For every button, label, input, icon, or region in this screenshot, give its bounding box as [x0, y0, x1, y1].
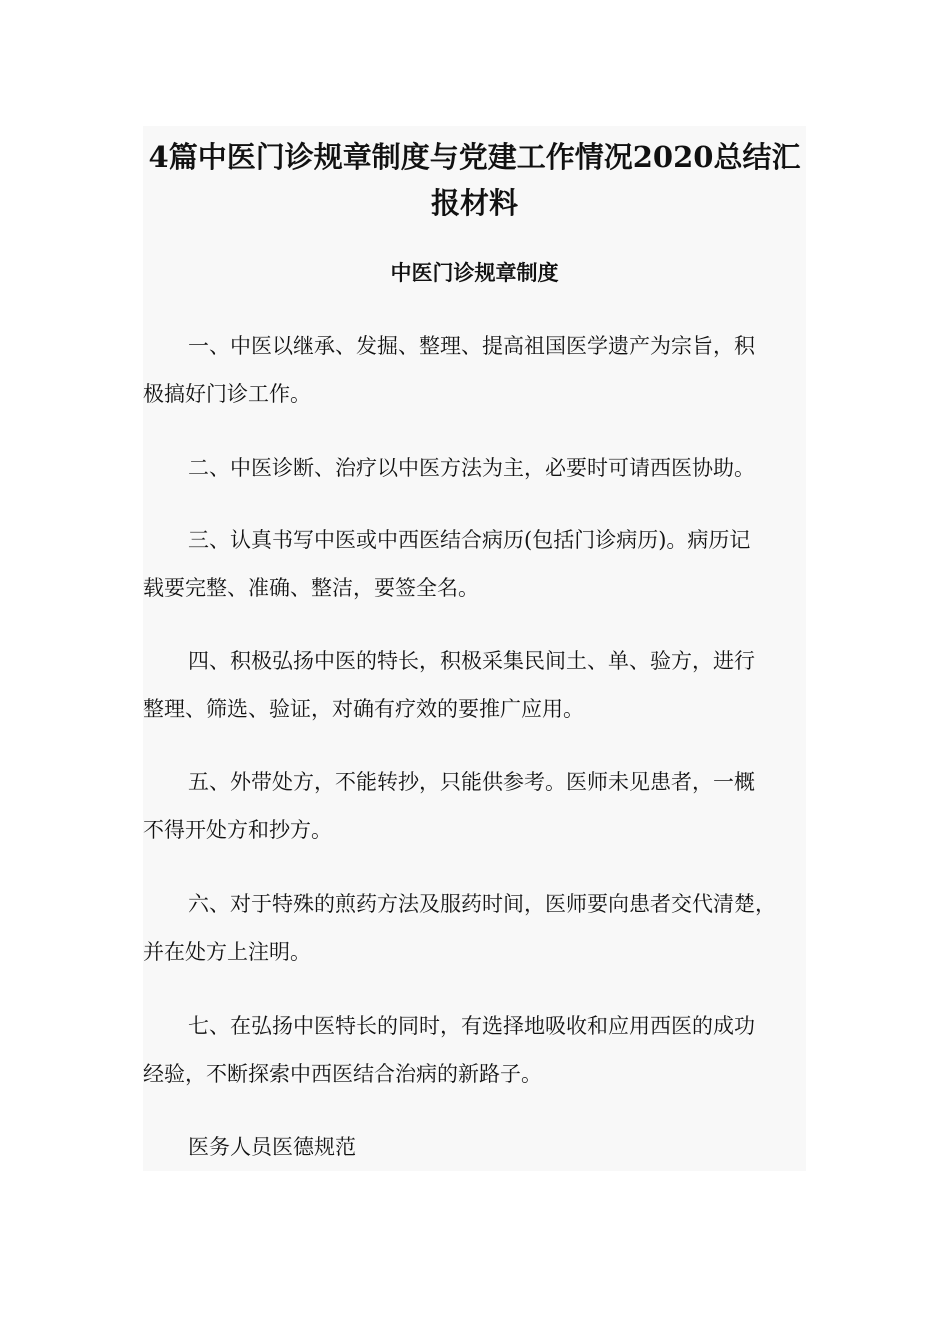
paragraph-line: 医务人员医德规范: [188, 1135, 356, 1159]
paragraph-7: [143, 1002, 806, 1098]
paragraph-line: 整理、筛选、验证，对确有疗效的要推广应用。: [143, 697, 584, 721]
paragraph-line: 并在处方上注明。: [143, 940, 311, 964]
paragraph-line: 经验，不断探索中西医结合治病的新路子。: [143, 1062, 542, 1086]
paragraph-line: 不得开处方和抄方。: [143, 818, 332, 842]
paragraph-2: [143, 444, 806, 492]
paragraph-5: [143, 758, 806, 854]
document-page: [143, 126, 806, 1171]
paragraph-3: [143, 516, 806, 612]
paragraph-6: [143, 880, 806, 976]
document-title: [143, 134, 806, 226]
paragraph-4: [143, 637, 806, 733]
paragraph-line: 载要完整、准确、整洁，要签全名。: [143, 576, 479, 600]
paragraph-line: 五、外带处方，不能转抄，只能供参考。医师未见患者，一概: [188, 770, 755, 794]
paragraph-line: 六、对于特殊的煎药方法及服药时间，医师要向患者交代清楚，: [188, 892, 776, 916]
paragraph-line: 四、积极弘扬中医的特长，积极采集民间土、单、验方，进行: [188, 649, 755, 673]
paragraph-line: 极搞好门诊工作。: [143, 382, 311, 406]
paragraph-line: 一、中医以继承、发掘、整理、提高祖国医学遗产为宗旨，积: [188, 334, 755, 358]
section-heading: 中医门诊规章制度: [390, 260, 559, 285]
paragraph-line: 三、认真书写中医或中西医结合病历(包括门诊病历)。病历记: [188, 528, 751, 552]
paragraph-line: 七、在弘扬中医特长的同时，有选择地吸收和应用西医的成功: [188, 1014, 755, 1038]
paragraph-line: 二、中医诊断、治疗以中医方法为主，必要时可请西医协助。: [188, 456, 755, 480]
title-line: 4篇中医门诊规章制度与党建工作情况2020总结汇: [148, 140, 801, 174]
title-line: 报材料: [430, 186, 518, 220]
paragraph-8: [143, 1123, 806, 1171]
paragraph-1: [143, 322, 806, 418]
